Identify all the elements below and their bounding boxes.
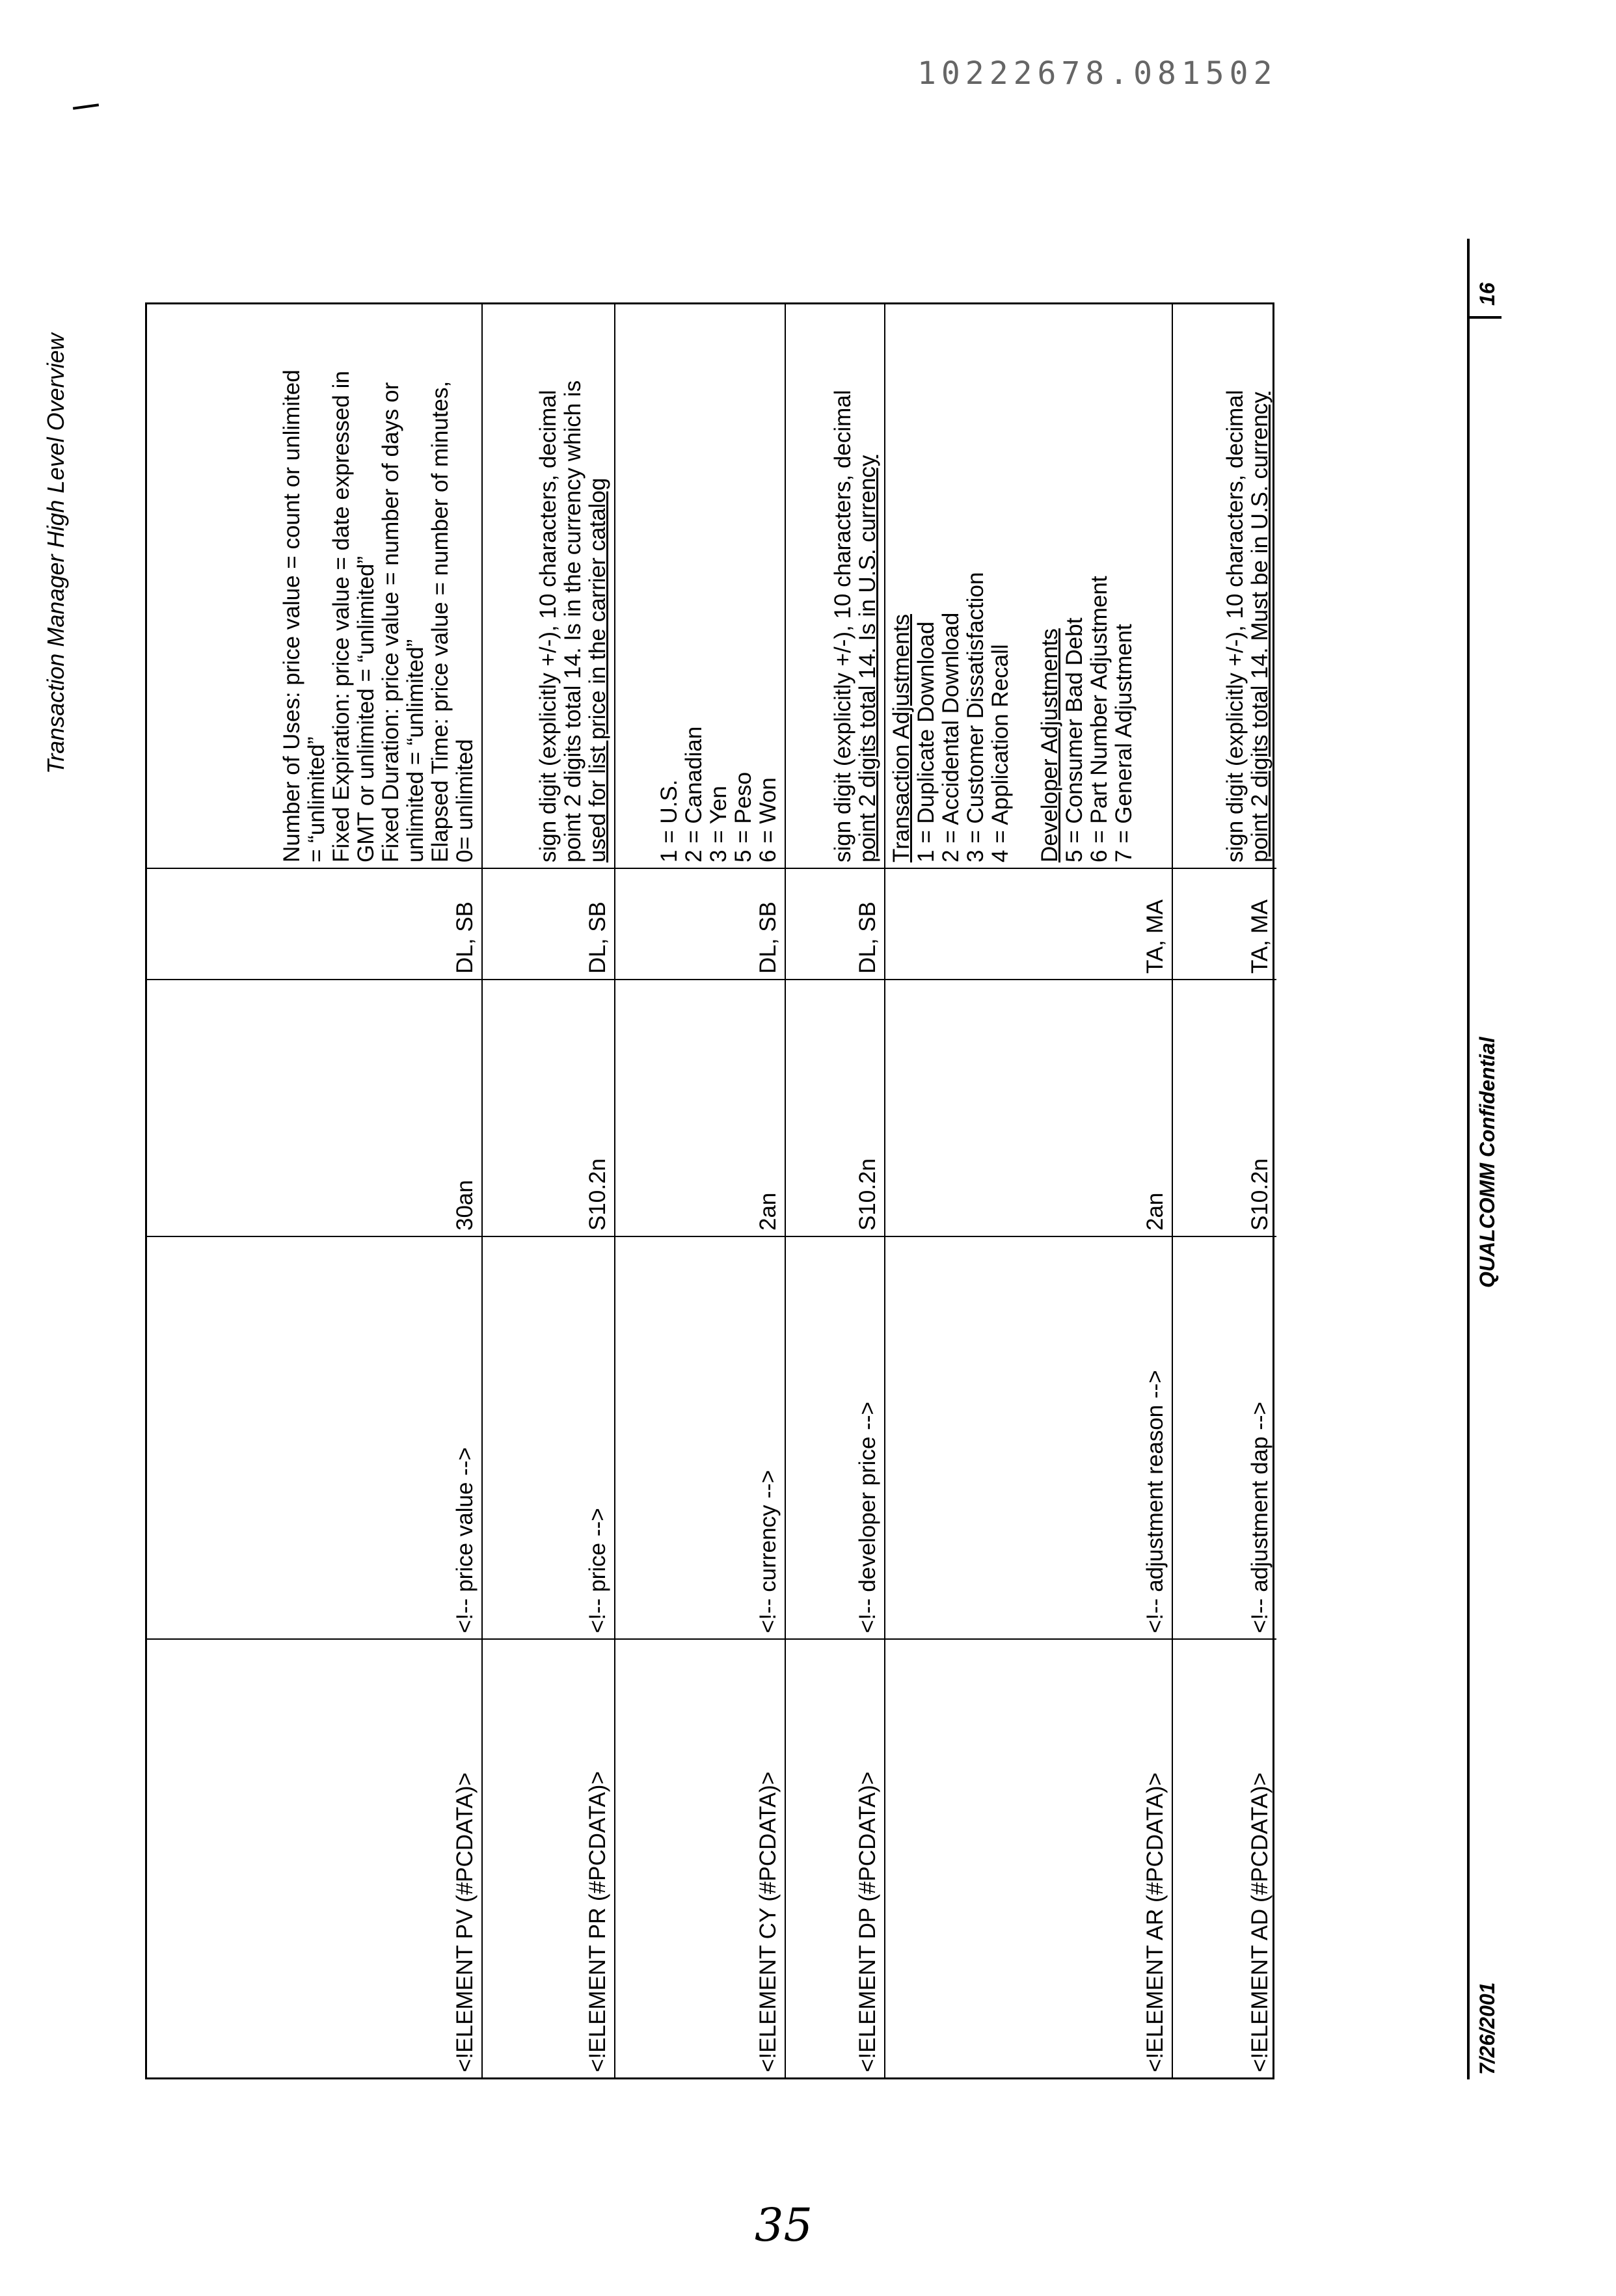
footer-date: 7/26/2001 <box>1475 1982 1499 2075</box>
element-source: DL, SB <box>483 868 614 979</box>
description-line: 7 = General Adjustment <box>1111 624 1137 862</box>
description-line: unlimited = “unlimited” <box>403 639 428 862</box>
element-source: DL, SB <box>147 868 481 979</box>
element-type: 2an <box>885 979 1172 1236</box>
element-comment: <!-- adjustment reason --> <box>885 1236 1172 1638</box>
page-number: 16 <box>1475 282 1499 306</box>
description-line: 3 = Customer Dissatisfaction <box>963 572 988 862</box>
element-type: S10.2n <box>483 979 614 1236</box>
table-row <box>483 304 615 2077</box>
description-line: point 2 digits total 14. Is in the currency which is <box>560 380 586 862</box>
element-type: S10.2n <box>1173 979 1276 1236</box>
element-declaration: <!ELEMENT DP (#PCDATA)> <box>786 1638 884 2077</box>
element-description <box>483 300 614 868</box>
description-line: Fixed Duration: price value = number of days or <box>378 382 403 862</box>
element-declaration: <!ELEMENT PR (#PCDATA)> <box>483 1638 614 2077</box>
description-line: 1 = U.S. <box>656 779 682 862</box>
description-line: sign digit (explicitly +/-), 10 characters, decimal <box>1222 390 1248 862</box>
description-line: 6 = Part Number Adjustment <box>1086 576 1112 862</box>
element-source: DL, SB <box>615 868 785 979</box>
description-line: 2 = Accidental Download <box>938 612 963 862</box>
description-line: 4 = Application Recall <box>988 644 1013 862</box>
description-line: Number of Uses: price value = count or unlimited <box>279 369 304 862</box>
description-line: = “unlimited” <box>304 736 329 862</box>
element-declaration: <!ELEMENT PV (#PCDATA)> <box>147 1638 481 2077</box>
element-source: DL, SB <box>786 868 884 979</box>
element-comment: <!-- price --> <box>483 1236 614 1638</box>
element-description <box>1173 300 1276 868</box>
description-line: 5 = Consumer Bad Debt <box>1062 617 1087 862</box>
description-heading: Developer Adjustments <box>1037 628 1062 862</box>
element-comment: <!-- developer price --> <box>786 1236 884 1638</box>
element-type: S10.2n <box>786 979 884 1236</box>
description-line: 0= unlimited <box>452 739 478 862</box>
element-comment: <!-- currency --> <box>615 1236 785 1638</box>
description-heading: Transaction Adjustments <box>889 614 914 862</box>
page-number-divider <box>1469 316 1502 319</box>
description-line: 5 = Peso <box>731 771 756 862</box>
description-line: 2 = Canadian <box>681 726 707 862</box>
element-declaration: <!ELEMENT AR (#PCDATA)> <box>885 1638 1172 2077</box>
element-description <box>885 300 1172 868</box>
description-line: point 2 digits total 14. Must be in U.S. currency <box>1247 392 1273 862</box>
description-line: used for list price in the carrier catalog <box>585 477 610 862</box>
page-header-title: Transaction Manager High Level Overview <box>42 333 69 774</box>
table-row <box>615 304 786 2077</box>
element-type: 2an <box>615 979 785 1236</box>
table-row <box>885 304 1173 2077</box>
element-source: TA, MA <box>1173 868 1276 979</box>
footer-confidential: QUALCOMM Confidential <box>1475 1037 1499 1288</box>
element-definition-table <box>145 302 1274 2079</box>
element-source: TA, MA <box>885 868 1172 979</box>
document-id-stamp: 10222678.081502 <box>917 55 1278 92</box>
description-line: Fixed Expiration: price value = date expressed in <box>329 371 354 862</box>
description-line: 1 = Duplicate Download <box>913 621 939 862</box>
description-line: sign digit (explicitly +/-), 10 characters, decimal <box>535 390 561 862</box>
element-description <box>615 300 785 868</box>
element-comment: <!-- price value --> <box>147 1236 481 1638</box>
element-description <box>147 300 481 868</box>
description-line: 6 = Won <box>755 777 781 862</box>
element-type: 30an <box>147 979 481 1236</box>
table-row <box>147 304 483 2077</box>
element-declaration: <!ELEMENT AD (#PCDATA)> <box>1173 1638 1276 2077</box>
table-row <box>1173 304 1276 2077</box>
description-line: point 2 digits total 14. Is in U.S. currency <box>855 455 880 862</box>
description-line: GMT or unlimited = “unlimited” <box>353 555 379 862</box>
element-comment: <!-- adjustment dap --> <box>1173 1236 1276 1638</box>
footer-rule <box>1467 239 1470 2079</box>
handwritten-note: 35 <box>755 2198 813 2252</box>
description-line: 3 = Yen <box>706 786 731 862</box>
element-declaration: <!ELEMENT CY (#PCDATA)> <box>615 1638 785 2077</box>
table-row <box>786 304 885 2077</box>
element-description <box>786 300 884 868</box>
description-line: sign digit (explicitly +/-), 10 characters, decimal <box>830 390 855 862</box>
description-line: Elapsed Time: price value = number of minutes, <box>427 380 453 862</box>
